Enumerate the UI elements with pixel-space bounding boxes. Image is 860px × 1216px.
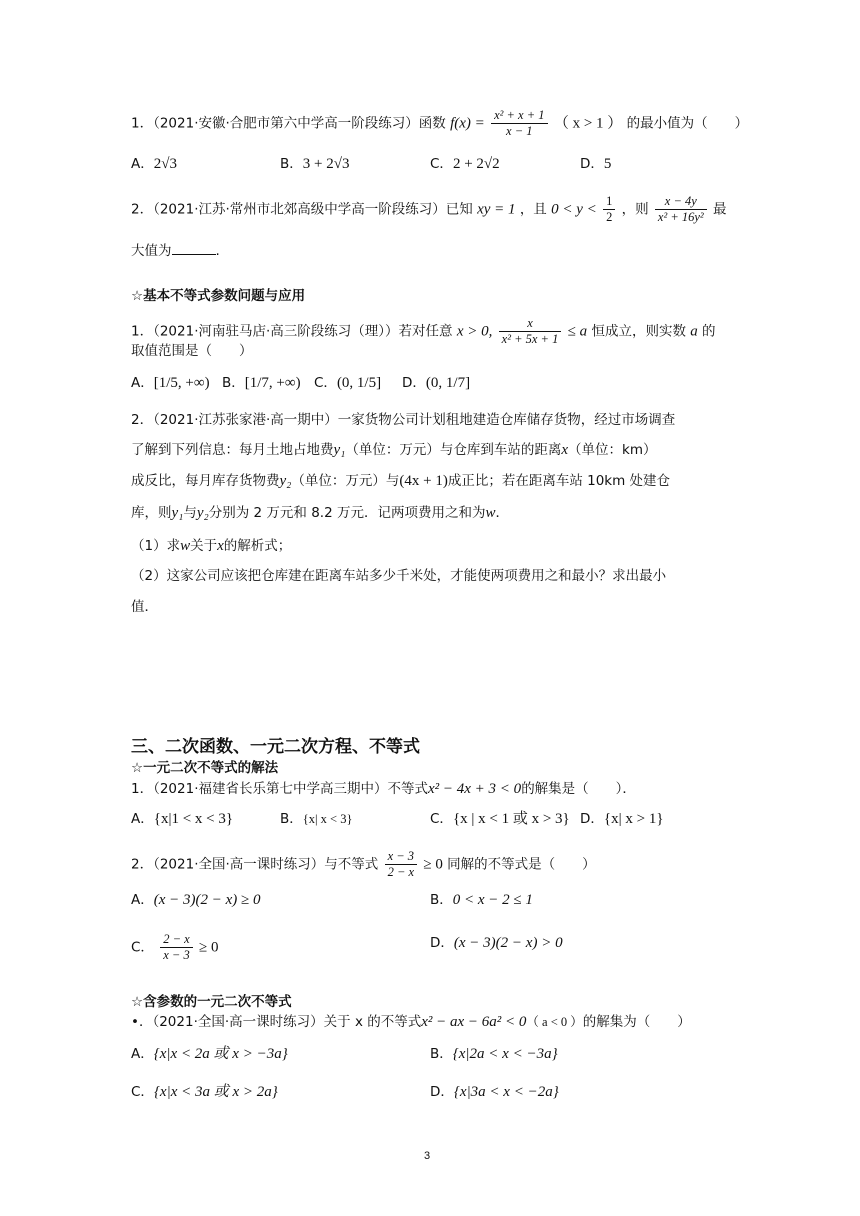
q2-line2-text: 大值为 [131, 243, 172, 259]
q6-prefix: 2．（2021·全国·高一课时练习）与不等式 [131, 856, 379, 873]
q7-prefix: •．（2021·全国·高一课时练习）关于 x 的不等式 [131, 1014, 422, 1030]
q5-option-a[interactable] [131, 810, 233, 828]
q4-line3 [131, 472, 670, 490]
section3-subtitle: ☆一元二次不等式的解法 [131, 760, 279, 776]
q2-end: . [215, 243, 220, 259]
option-label: D． [580, 156, 604, 172]
q4-y1-ref: y₁ [171, 505, 184, 521]
q4-line2c: （单位：km） [568, 442, 657, 458]
q7-option-b[interactable] [430, 1045, 558, 1063]
option-text: {x|2a < x < −3a} [452, 1046, 558, 1062]
q5-option-c[interactable] [430, 810, 570, 828]
option-text: 0 < x − 2 ≤ 1 [452, 892, 533, 908]
q1-denominator: x − 1 [506, 124, 533, 138]
option-text: 2 + 2√2 [452, 156, 500, 172]
q3-suffix2: 的 [702, 323, 716, 340]
q7-condition: （ a < 0 ） [526, 1015, 583, 1029]
option-text: {x | x < 1 或 x > 3} [452, 811, 570, 827]
option-label: A． [131, 892, 154, 908]
option-text: 2√3 [153, 156, 177, 172]
q2-tail: 最 [712, 201, 727, 218]
q2-line2 [131, 242, 220, 260]
q5-option-b[interactable] [280, 810, 352, 828]
q5-suffix: 的解集是（ ）． [521, 781, 636, 797]
q4-sub2-line1: （2）这家公司应该把仓库建在距离车站多少千米处，才能使两项费用之和最小？求出最小 [131, 568, 667, 584]
q3-condition: x > 0, [456, 323, 493, 340]
option-text: [1/7, +∞) [244, 375, 301, 391]
option-label: D． [580, 811, 604, 827]
q1-fraction [491, 108, 547, 139]
q5-expression: x² − 4x + 3 < 0 [428, 781, 522, 797]
q4-line4c: 分别为 2 万元和 8.2 万元．记两项费用之和为 [208, 505, 486, 521]
q2-condition-xy: xy = 1 [477, 201, 516, 218]
q2-answer-blank[interactable] [172, 242, 216, 255]
q3-option-d[interactable] [402, 374, 470, 392]
q2-fraction [655, 194, 707, 225]
q4-sub1a: （1）求 [131, 538, 181, 554]
option-label: B． [280, 156, 303, 172]
q3-variable: a [690, 323, 698, 340]
q6-option-d[interactable] [430, 934, 563, 952]
q4-x: x [561, 442, 569, 458]
q4-line2 [131, 441, 657, 459]
q3-option-a[interactable] [131, 374, 210, 392]
option-label: A． [131, 811, 154, 827]
q5-option-d[interactable] [580, 810, 664, 828]
q1-stem-suffix: 的最小值为（ ） [626, 115, 749, 132]
option-label: C． [430, 156, 453, 172]
q2-denominator: x² + 16y² [657, 210, 704, 224]
q3-prefix: 1．（2021·河南驻马店·高三阶段练习（理））若对任意 [131, 323, 453, 340]
option-text: {x|1 < x < 3} [153, 811, 234, 827]
option-text: {x|x < 2a 或 x > −3a} [153, 1046, 288, 1062]
q3-option-b[interactable] [222, 374, 301, 392]
q1-function-name: f(x) = [450, 115, 485, 132]
option-label: B． [222, 375, 245, 391]
option-label: B． [430, 1046, 453, 1062]
q4-line2a: 了解到下列信息：每月土地占地费 [131, 442, 334, 458]
option-text: (x − 3)(2 − x) ≥ 0 [153, 892, 261, 908]
q1-option-c[interactable] [430, 155, 500, 173]
option-label: C． [314, 375, 337, 391]
q4-line3c: 成正比；若在距离车站 10km 处建仓 [447, 473, 671, 489]
q7-option-c[interactable] [131, 1083, 278, 1101]
q1-stem-prefix: 1．（2021·安徽·合肥市第六中学高一阶段练习）函数 [131, 115, 446, 132]
q2-half-fraction [603, 194, 615, 225]
q4-sub1b: 关于 [190, 538, 218, 554]
q3-numerator: x [499, 316, 562, 332]
q6-fraction [385, 849, 417, 880]
option-text: {x| x > 1} [603, 811, 664, 827]
option-text: (0, 1/7] [425, 375, 471, 391]
q4-line4a: 库，则 [131, 505, 172, 521]
q3-option-c[interactable] [314, 374, 381, 392]
option-label: C． [430, 811, 453, 827]
option-text: ≥ 0 [199, 939, 219, 956]
q4-y1: y₁ [333, 442, 346, 458]
option-text: (x − 3)(2 − x) > 0 [453, 935, 563, 951]
q7-stem [131, 1013, 691, 1031]
q4-w: w [485, 505, 496, 521]
q4-w-ref: w [180, 538, 191, 554]
q6-option-c[interactable] [131, 932, 219, 963]
q5-prefix: 1．（2021·福建省长乐第七中学高三期中）不等式 [131, 781, 428, 797]
q3-denominator: x² + 5x + 1 [501, 332, 559, 346]
q4-line4 [131, 504, 509, 522]
option-label: B． [430, 892, 453, 908]
section-title-parametric: ☆含参数的一元二次不等式 [131, 994, 292, 1010]
q4-line1: 2．（2021·江苏张家港·高一期中）一家货物公司计划租地建造仓库储存货物，经过市场调查 [131, 412, 676, 428]
q4-line3b: （单位：万元）与 [291, 473, 400, 489]
option-label: D． [430, 935, 454, 951]
q1-stem [131, 108, 748, 139]
q4-line2b: （单位：万元）与仓库到车站的距离 [345, 442, 562, 458]
q6-inequality: ≥ 0 [423, 856, 443, 873]
q4-line3a: 成反比，每月库存货物费 [131, 473, 280, 489]
option-text: 3 + 2√3 [302, 156, 350, 172]
q6-c-numerator: 2 − x [160, 932, 192, 948]
option-text: {x| x < 3} [302, 812, 353, 826]
q7-suffix: 的解集为（ ） [582, 1014, 691, 1030]
q2-prefix: 2．（2021·江苏·常州市北郊高级中学高一阶段练习）已知 [131, 201, 473, 218]
q3-suffix: 恒成立，则实数 [591, 323, 686, 340]
q6-c-denominator: x − 3 [163, 948, 190, 962]
q2-stem [131, 194, 726, 225]
q4-line4b: 与 [183, 505, 197, 521]
option-label: D． [402, 375, 426, 391]
q2-half-numerator: 1 [603, 194, 615, 210]
q1-option-a[interactable] [131, 155, 177, 173]
q4-y2-ref: y₂ [196, 505, 209, 521]
q6-suffix: 同解的不等式是（ ） [447, 856, 596, 873]
option-label: A． [131, 1046, 154, 1062]
option-text: {x|x < 3a 或 x > 2a} [153, 1084, 278, 1100]
q6-option-c-fraction [160, 932, 192, 963]
q4-y2: y₂ [279, 473, 292, 489]
q7-expression: x² − ax − 6a² < 0 [421, 1014, 527, 1030]
q6-option-b[interactable] [430, 891, 533, 909]
q2-then: ，则 [621, 201, 649, 218]
q6-denominator: 2 − x [387, 865, 415, 879]
q3-inequality: ≤ a [567, 323, 588, 340]
q4-sub1c: 的解析式； [223, 538, 292, 554]
page-number: 3 [424, 1150, 431, 1162]
option-label: A． [131, 375, 154, 391]
option-label: D． [430, 1084, 454, 1100]
section3-title: 三、二次函数、一元二次方程、不等式 [131, 737, 420, 757]
q4-x-ref: x [217, 538, 224, 554]
option-label: B． [280, 811, 303, 827]
option-label: A． [131, 156, 154, 172]
q3-line2: 取值范围是（ ） [131, 343, 253, 359]
q6-option-a[interactable] [131, 891, 261, 909]
q1-option-b[interactable] [280, 155, 349, 173]
q1-numerator: x² + x + 1 [491, 108, 547, 124]
option-text: [1/5, +∞) [153, 375, 210, 391]
q7-option-d[interactable] [430, 1083, 559, 1101]
q1-option-d[interactable] [580, 155, 611, 173]
q4-expression: (4x + 1) [399, 473, 448, 489]
q6-stem [131, 849, 596, 880]
option-label: C． [131, 1084, 154, 1100]
q4-line4d: ． [495, 505, 509, 521]
q2-condition-y: 0 < y < [551, 201, 597, 218]
q7-option-a[interactable] [131, 1045, 288, 1063]
section-title-parameter: ☆基本不等式参数问题与应用 [131, 288, 306, 304]
option-label: C． [131, 939, 154, 956]
q5-stem [131, 780, 636, 798]
option-text: (0, 1/5] [336, 375, 382, 391]
q2-connector: ，且 [519, 201, 547, 218]
option-text: {x|3a < x < −2a} [453, 1084, 559, 1100]
q3-fraction [499, 316, 562, 347]
q1-condition: （ x > 1 ） [553, 115, 623, 132]
q4-sub1 [131, 537, 291, 555]
q2-numerator: x − 4y [655, 194, 707, 210]
q2-half-denominator: 2 [606, 210, 613, 224]
q6-numerator: x − 3 [385, 849, 417, 865]
q4-sub2-line2: 值． [131, 599, 158, 615]
option-text: 5 [603, 156, 612, 172]
